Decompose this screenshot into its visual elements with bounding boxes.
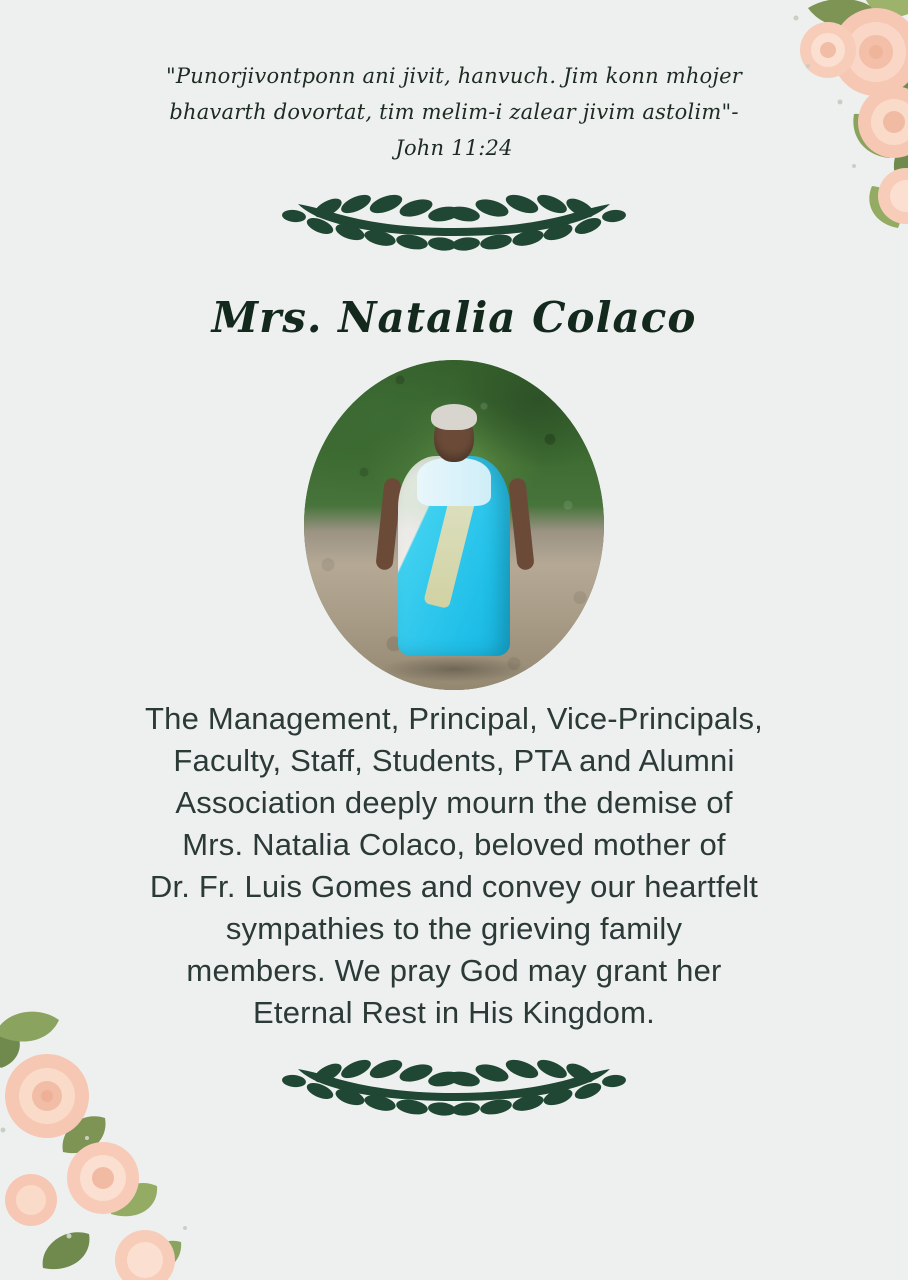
quote-line-2: bhavarth dovortat, tim melim-i zalear jivim astolim"- [169,100,739,124]
message-line: members. We pray God may grant her [186,953,722,988]
portrait-photo [304,360,604,690]
portrait-ground-shadow [379,656,529,682]
laurel-divider-icon [264,1055,644,1130]
portrait-figure-hair [431,404,477,430]
message-line: Dr. Fr. Luis Gomes and convey our heartfelt [149,869,759,904]
portrait-figure-blouse [417,458,491,506]
message-line: sympathies to the grieving family [225,911,683,946]
quote-reference: John 11:24 [395,136,513,160]
scripture-quote [0,58,908,166]
message-line: Mrs. Natalia Colaco, beloved mother of [182,827,726,862]
quote-line-1: "Punorjivontponn ani jivit, hanvuch. Jim konn mhojer [166,64,742,88]
condolence-message [0,698,908,1034]
message-line: Association deeply mourn the demise of [175,785,733,820]
deceased-name: Mrs. Natalia Colaco [211,293,697,342]
laurel-divider-icon [264,190,644,265]
message-line: The Management, Principal, Vice-Principals, [145,701,763,736]
message-line: Eternal Rest in His Kingdom. [253,995,655,1030]
message-line: Faculty, Staff, Students, PTA and Alumni [173,743,735,778]
